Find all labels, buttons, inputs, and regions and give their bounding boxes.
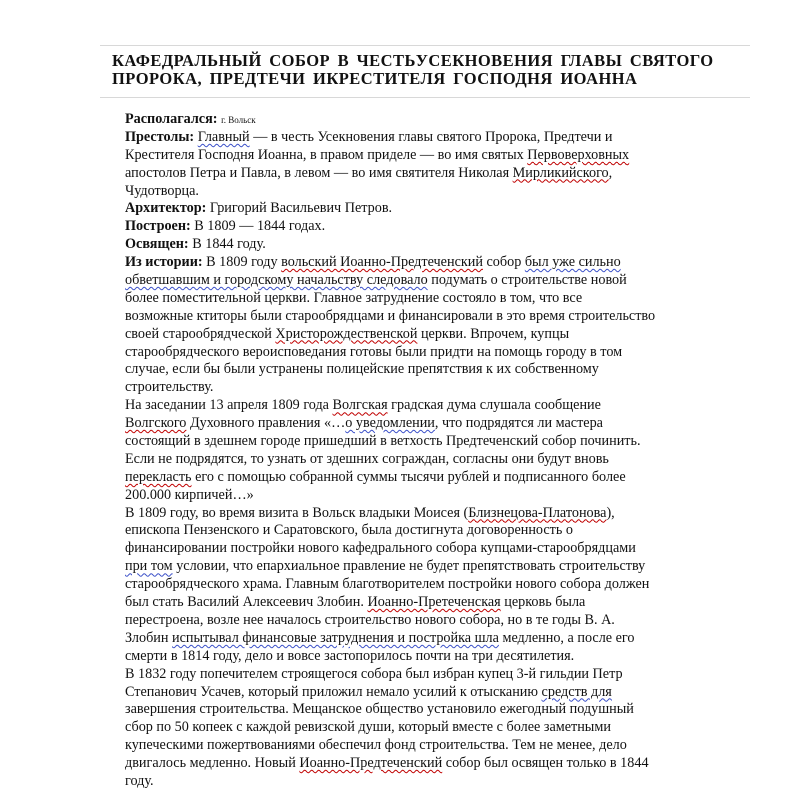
built-label: Построен: bbox=[125, 218, 191, 235]
history-p4-line: году. bbox=[125, 772, 154, 789]
history-p3-line bbox=[125, 594, 725, 612]
history-text: двигалось медленно. Новый bbox=[125, 755, 300, 772]
history-p4-line: купеческими пожертвованиями обеспечил фонд строительства. Тем не менее, дело bbox=[125, 737, 627, 754]
history-text: переклаcть bbox=[125, 468, 192, 485]
altars-line-4: Чудотворца. bbox=[125, 182, 199, 199]
history-p1-line: старообрядческого вероисповедания готовы были придти на помощь городу в том bbox=[125, 343, 623, 360]
location-value: г. Вольск bbox=[221, 115, 256, 125]
history-text: условии, что епархиальное правление не будет препятствовать строительству bbox=[172, 558, 646, 575]
history-text: Христорождественской bbox=[275, 325, 418, 342]
history-p1-line: возможные ктиторы были старообрядцами и финансировали в это время строительство bbox=[125, 307, 656, 324]
history-text: На заседании 13 апреля 1809 года bbox=[125, 397, 333, 414]
history-text: Близнецова-Платонова bbox=[468, 504, 607, 521]
altars-text: — в честь Усекновения главы святого Пророка, Предтечи и bbox=[249, 128, 613, 145]
history-text: испытывал финансовые затруднения и постройка шла bbox=[172, 629, 499, 646]
location-row bbox=[125, 111, 725, 129]
altars-text: Главный bbox=[197, 128, 250, 145]
history-p3-line bbox=[125, 630, 725, 648]
history-text: , что подрядятся ли мастера bbox=[434, 415, 603, 432]
history-text: о уведомлении bbox=[345, 415, 435, 432]
history-text: В 1809 году, во время визита в Вольск владыки Моисея ( bbox=[125, 504, 469, 521]
history-p2-line bbox=[125, 415, 725, 433]
altars-line-2 bbox=[125, 147, 725, 165]
consecrated-label: Освящен: bbox=[125, 236, 189, 253]
history-text: Иоанно-Предтеченский bbox=[299, 755, 443, 772]
altars-text: , bbox=[608, 164, 613, 181]
history-text: собор был освящен только в 1844 bbox=[442, 755, 649, 772]
history-p4-line bbox=[125, 755, 725, 773]
built-value: В 1809 — 1844 годах. bbox=[190, 218, 326, 235]
altars-line-3 bbox=[125, 165, 725, 183]
altars-text: апостолов Петра и Павла, в левом — во имя святителя Николая bbox=[125, 164, 513, 181]
history-p4-line: сбор по 50 копеек с каждой ревизской души, который вместе с более заметными bbox=[125, 719, 611, 736]
history-p2-line bbox=[125, 397, 725, 415]
history-p1-line: строительству. bbox=[125, 379, 214, 396]
history-p3-line bbox=[125, 505, 725, 523]
history-text: его с помощью собранной суммы тысячи рублей и подписанного более bbox=[191, 468, 626, 485]
consecrated-row bbox=[125, 236, 725, 254]
altars-line-1 bbox=[125, 129, 725, 147]
history-p3-line: перестроена, возле нее началось строительство нового собора, но в те годы В. А. bbox=[125, 611, 615, 628]
history-p2-line bbox=[125, 469, 725, 487]
history-p3-line: епископа Пензенского и Саратовского, была достигнута договоренность о bbox=[125, 522, 573, 539]
history-p4-line: завершения строительства. Мещанское общество установило ежегодный подушный bbox=[125, 701, 634, 718]
title-line-2: ПРОРОКА, ПРЕДТЕЧИ ИКРЕСТИТЕЛЯ ГОСПОДНЯ ИОАННА bbox=[112, 68, 638, 88]
history-p2-line: 200.000 кирпичей…» bbox=[125, 486, 254, 503]
title-line-1: КАФЕДРАЛЬНЫЙ СОБОР В ЧЕСТЬУСЕКНОВЕНИЯ ГЛАВЫ СВЯТОГО bbox=[112, 51, 714, 70]
altars-text: Мирликийского bbox=[512, 164, 609, 181]
architect-row bbox=[125, 200, 725, 218]
history-text: градская дума слушала сообщение bbox=[387, 397, 601, 414]
history-p3-line: старообрядческого храма. Главным благотворителем постройки нового собора должен bbox=[125, 576, 650, 593]
title-divider bbox=[100, 97, 750, 98]
history-text: подумать о строительстве новой bbox=[427, 272, 627, 289]
history-text: В 1809 году bbox=[202, 254, 282, 271]
history-text: обветшавшим и городскому начальству следовало bbox=[125, 272, 428, 289]
history-p3-line: финансировании постройки нового кафедрального собора купцами-старообрядцами bbox=[125, 540, 636, 557]
history-text: собор bbox=[482, 254, 525, 271]
history-p2-line: состоящий в здешнем городе пришедший в ветхость Предтеченский собор починить. bbox=[125, 433, 641, 450]
history-text: медленно, а после его bbox=[498, 629, 635, 646]
altars-text: Крестителя Господня Иоанна, в правом приделе — во имя святых bbox=[125, 146, 528, 163]
history-text: Злобин bbox=[125, 629, 173, 646]
history-p1-line bbox=[125, 326, 725, 344]
history-text: Волгского bbox=[125, 415, 187, 432]
architect-value: Григорий Васильевич Петров. bbox=[206, 200, 393, 217]
history-text: ), bbox=[606, 504, 615, 521]
altars-label: Престолы: bbox=[125, 128, 195, 145]
built-row bbox=[125, 218, 725, 236]
history-text: был стать Василий Алексеевич Злобин. bbox=[125, 594, 368, 611]
architect-label: Архитектор: bbox=[125, 200, 207, 217]
history-text: церкви. Впрочем, купцы bbox=[417, 325, 570, 342]
history-p3-line: смерти в 1814 году, дело и вовсе застопорилось почти на три десятилетия. bbox=[125, 647, 575, 664]
history-text: Волгская bbox=[332, 397, 388, 414]
consecrated-value: В 1844 году. bbox=[188, 236, 266, 253]
history-p1-line bbox=[125, 272, 725, 290]
history-text: средств для bbox=[541, 683, 612, 700]
history-text: Духовного правления «… bbox=[186, 415, 346, 432]
history-text: был уже сильно bbox=[524, 254, 621, 271]
top-divider bbox=[100, 45, 750, 46]
history-text: своей старообрядческой bbox=[125, 325, 276, 342]
history-text: Степанович Усачев, который приложил немало усилий к отысканию bbox=[125, 683, 542, 700]
history-text: церковь была bbox=[500, 594, 586, 611]
history-text: Иоанно-Претеченская bbox=[367, 594, 501, 611]
history-p4-line bbox=[125, 684, 725, 702]
history-p2-line: Если не подрядятся, то узнать от здешних сограждан, согласны они будут вновь bbox=[125, 450, 609, 467]
altars-text: Первоверховных bbox=[527, 146, 630, 163]
history-p3-line bbox=[125, 558, 725, 576]
document-body bbox=[125, 111, 725, 791]
history-label: Из истории: bbox=[125, 254, 203, 271]
history-p4-line: В 1832 году попечителем строящегося собора был избран купец 3-й гильдии Петр bbox=[125, 665, 623, 682]
history-text: вольский Иоанно-Предтеченский bbox=[281, 254, 483, 271]
history-p1-line: случае, если бы были устранены полицейские препятствия к их собственному bbox=[125, 361, 599, 378]
history-p1-line: более поместительной церкви. Главное затруднение состояло в том, что все bbox=[125, 289, 583, 306]
history-text: при том bbox=[125, 558, 173, 575]
location-label: Располагался: bbox=[125, 111, 218, 127]
history-p1-line bbox=[125, 254, 725, 272]
document-title bbox=[112, 51, 742, 87]
